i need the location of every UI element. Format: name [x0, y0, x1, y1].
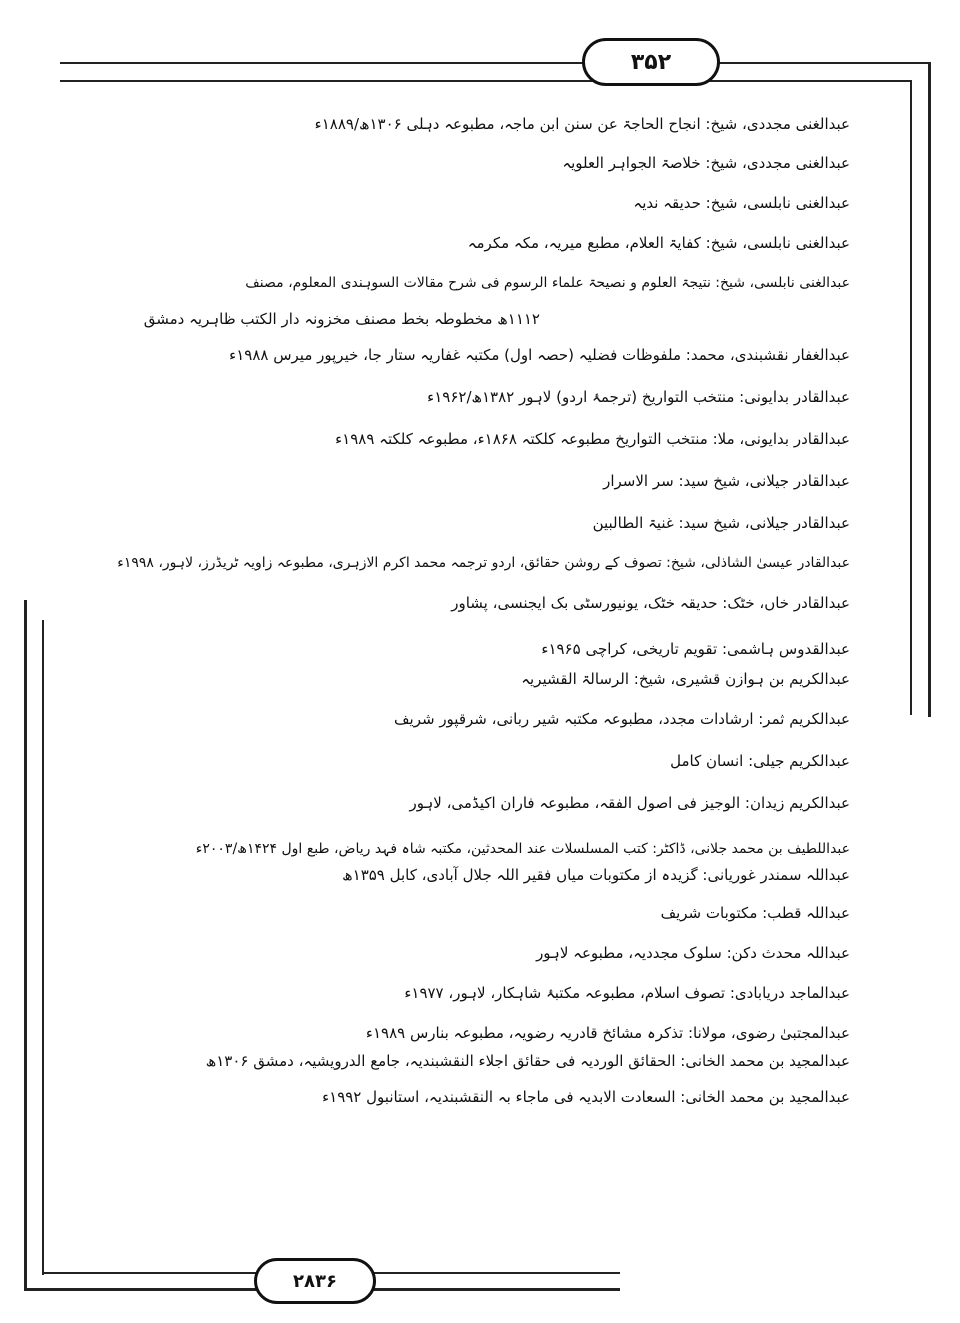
bibliography-entry: عبدالکریم ثمر: ارشادات مجدد، مطبوعہ مکتبہ شیر ربانی، شرقپور شریف	[394, 710, 850, 728]
bibliography-entry: عبدالماجد دریابادی: تصوف اسلام، مطبوعہ مکتبۂ شاہکار، لاہور، ۱۹۷۷ء	[404, 984, 850, 1002]
bibliography-entry: عبدالمجتبیٰ رضوی، مولانا: تذکرہ مشائخ قادریہ رضویہ، مطبوعہ بنارس ۱۹۸۹ء	[365, 1024, 850, 1042]
bibliography-entry: عبدالقادر خاں، خٹک: حدیقہ خٹک، یونیورسٹی بک ایجنسی، پشاور	[451, 594, 850, 612]
bibliography-entry: عبدالکریم زیدان: الوجیز فی اصول الفقہ، مطبوعہ فاران اکیڈمی، لاہور	[409, 794, 850, 812]
page-number-top: ۳۵۲	[582, 38, 720, 86]
bibliography-entry: عبدالقادر عیسیٰ الشاذلی، شیخ: تصوف کے روشن حقائق، اردو ترجمہ محمد اکرم الازہری، مطبوعہ زاویہ ٹریڈرز، لاہور، ۱۹۹۸ء	[117, 555, 850, 571]
bibliography-entry: عبدالمجید بن محمد الخانی: السعادت الابدیہ فی ماجاء بہ النقشبندیہ، استانبول ۱۹۹۲ء	[322, 1088, 850, 1106]
frame-line-top-outer-left	[60, 62, 610, 64]
bibliography-entry: عبدالقدوس ہاشمی: تقویم تاریخی، کراچی ۱۹۶۵ء	[541, 640, 850, 658]
bibliography-entry: عبداللہ قطب: مکتوبات شریف	[660, 904, 850, 922]
bibliography-entry: عبداللطیف بن محمد جلانی، ڈاکٹر: کتب المسلسلات عند المحدثین، مکتبہ شاہ فہد ریاض، طبع اول ۱۴۲۴ھ/۲۰۰۳ء	[195, 841, 850, 857]
bibliography-entry: عبدالمجید بن محمد الخانی: الحقائق الوردیہ فی حقائق اجلاء النقشبندیہ، جامع الدرویشیہ، دمشق ۱۳۰۶ھ	[205, 1052, 850, 1070]
bibliography-entry: عبدالغنی مجددی، شیخ: انجاح الحاجۃ عن سنن ابن ماجہ، مطبوعہ دہلی ۱۳۰۶ھ/۱۸۸۹ء	[314, 115, 850, 133]
bibliography-entry: عبدالقادر جیلانی، شیخ سید: غنیۃ الطالبین	[592, 514, 850, 532]
bibliography-entry: عبداللہ محدث دکن: سلوک مجددیہ، مطبوعہ لاہور	[536, 944, 850, 962]
bibliography-entry: عبدالغنی نابلسی، شیخ: کفایۃ العلام، مطبع میریہ، مکہ مکرمہ	[467, 234, 850, 252]
bibliography-list	[100, 108, 850, 1107]
bibliography-entry: عبدالغنی مجددی، شیخ: خلاصۃ الجواہر العلویہ	[562, 154, 850, 172]
page-number-bottom: ۲۸۳۶	[254, 1258, 376, 1304]
frame-line-top-inner-right	[690, 80, 912, 82]
frame-line-right-outer	[928, 62, 931, 717]
frame-line-top-inner-left	[60, 80, 610, 82]
bibliography-entry: عبدالقادر بدایونی: منتخب التواریخ (ترجمۂ اردو) لاہور ۱۳۸۲ھ/۱۹۶۲ء	[427, 388, 850, 406]
bibliography-entry: عبدالقادر جیلانی، شیخ سید: سر الاسرار	[603, 472, 850, 490]
frame-line-right-inner	[910, 80, 912, 715]
bibliography-entry: عبدالکریم بن ہوازن قشیری، شیخ: الرسالۃ القشیریہ	[521, 670, 850, 688]
bibliography-entry: عبدالغفار نقشبندی، محمد: ملفوظات فضلیہ (حصہ اول) مکتبہ غفاریہ ستار جا، خیرپور میرس ۱۹۸۸ء	[229, 346, 850, 364]
bibliography-entry-continuation: ۱۱۱۲ھ مخطوطہ بخط مصنف مخزونہ دار الکتب ظاہریہ دمشق	[143, 310, 540, 328]
frame-line-left-outer	[24, 600, 27, 1290]
frame-line-bottom-outer-right	[370, 1288, 620, 1291]
frame-line-bottom-inner-right	[370, 1272, 620, 1274]
bibliography-entry: عبداللہ سمندر غوریانی: گزیدہ از مکتوبات میاں فقیر اللہ جلال آبادی، کابل ۱۳۵۹ھ	[342, 866, 850, 884]
bibliography-entry: عبدالغنی نابلسی، شیخ: نتیجۃ العلوم و نصیحۃ علماء الرسوم فی شرح مقالات السوہندی المعلوم، مصنف	[245, 275, 850, 291]
frame-line-top-outer-right	[690, 62, 930, 64]
frame-line-bottom-outer-left	[24, 1288, 256, 1291]
bibliography-entry: عبدالکریم جیلی: انسان کامل	[670, 752, 850, 770]
frame-line-bottom-inner-left	[42, 1272, 256, 1274]
bibliography-entry: عبدالقادر بدایونی، ملا: منتخب التواریخ مطبوعہ کلکتہ ۱۸۶۸ء، مطبوعہ کلکتہ ۱۹۸۹ء	[335, 430, 850, 448]
frame-line-left-inner	[42, 620, 44, 1275]
bibliography-entry: عبدالغنی نابلسی، شیخ: حدیقہ ندیہ	[633, 194, 850, 212]
